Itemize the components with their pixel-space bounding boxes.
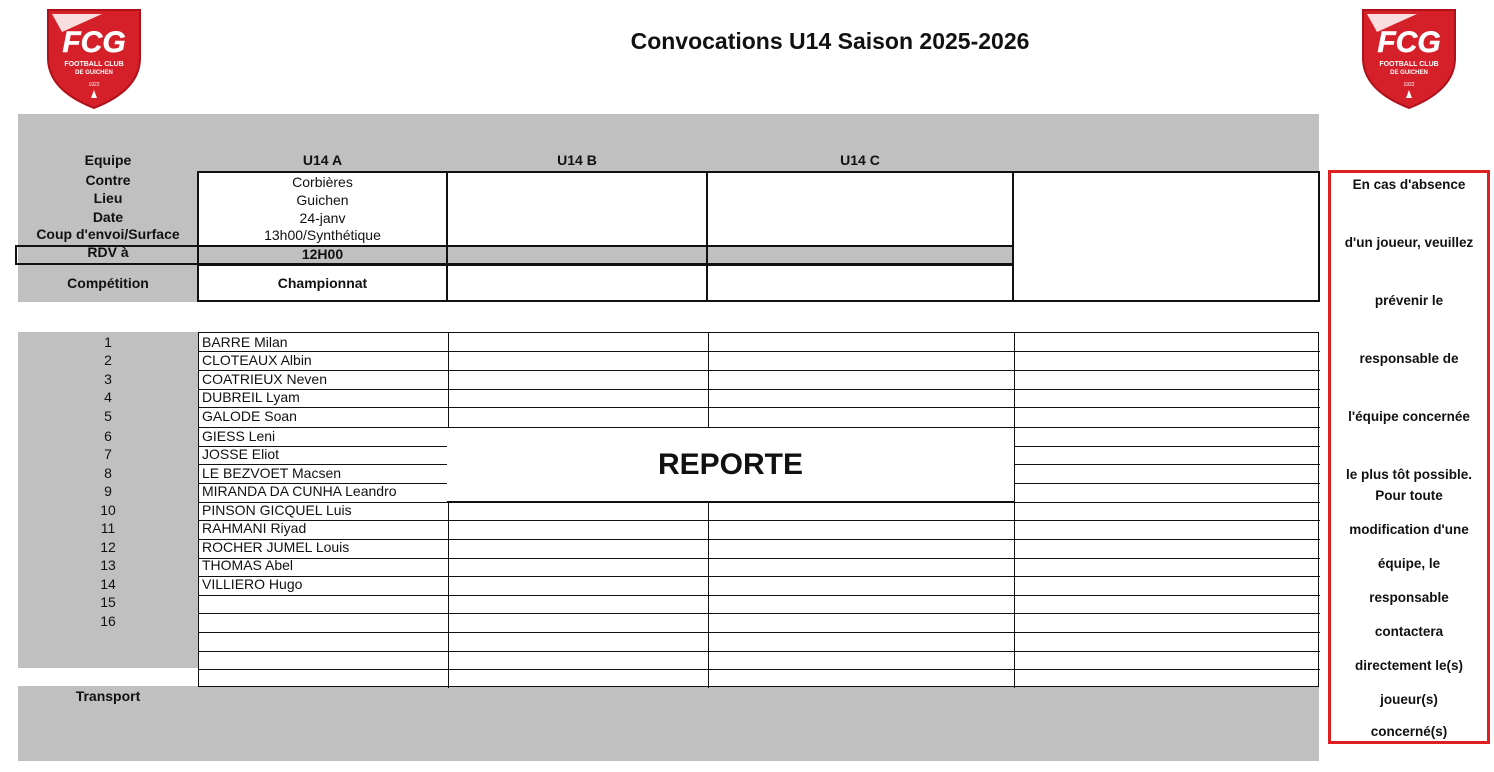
svg-text:FOOTBALL CLUB: FOOTBALL CLUB (64, 61, 124, 68)
player-name: THOMAS Abel (202, 557, 294, 573)
player-name: PINSON GICQUEL Luis (202, 502, 352, 518)
player-name: VILLIERO Hugo (202, 576, 303, 592)
svg-text:FOOTBALL CLUB: FOOTBALL CLUB (1379, 61, 1439, 68)
row-number: 13 (100, 557, 116, 573)
transport-gray-band (18, 686, 1319, 761)
row-number: 2 (104, 352, 112, 368)
player-name: CLOTEAUX Albin (202, 352, 312, 368)
notice-line: joueur(s) (1380, 692, 1438, 707)
row-number: 14 (100, 576, 116, 592)
notice-line: concerné(s) (1370, 724, 1448, 739)
u14a-rdv: 12H00 (199, 246, 446, 264)
row-number: 5 (104, 408, 112, 424)
svg-text:1922: 1922 (88, 82, 100, 88)
label-competition: Compétition (67, 275, 149, 291)
player-name: MIRANDA DA CUNHA Leandro (202, 483, 397, 499)
player-name: GIESS Leni (202, 428, 276, 444)
team-header-u14c: U14 C (840, 152, 880, 168)
player-name: GALODE Soan (202, 408, 297, 424)
row-number: 8 (104, 465, 112, 481)
notice-line: directement le(s) (1354, 658, 1464, 673)
team-header-u14b: U14 B (557, 152, 597, 168)
notice-line: responsable de (1359, 351, 1459, 366)
u14a-date: 24-janv (299, 210, 346, 226)
row-number: 3 (104, 371, 112, 387)
label-contre: Contre (85, 172, 131, 188)
notice-line: contactera (1374, 624, 1444, 639)
notice-line: modification d'une (1349, 522, 1469, 537)
notice-line: d'un joueur, veuillez (1344, 235, 1474, 250)
row-number: 7 (104, 446, 112, 462)
row-number: 10 (100, 502, 116, 518)
player-name: RAHMANI Riyad (202, 520, 307, 536)
team-header-u14a: U14 A (302, 152, 343, 168)
label-equipe: Equipe (84, 152, 132, 168)
info-box-u14a (197, 171, 448, 302)
label-coup-envoi: Coup d'envoi/Surface (36, 226, 180, 242)
notice-line: équipe, le (1377, 556, 1441, 571)
player-name: DUBREIL Lyam (202, 389, 300, 405)
player-name: JOSSE Eliot (202, 446, 280, 462)
reporte-cell: REPORTE (447, 427, 1014, 502)
page-title: Convocations U14 Saison 2025-2026 (630, 28, 1030, 54)
u14a-lieu: Guichen (296, 192, 349, 208)
club-logo-left (42, 6, 146, 110)
svg-text:DE GUICHEN: DE GUICHEN (75, 70, 113, 76)
notice-line: responsable (1369, 590, 1449, 605)
info-box-extra (1012, 171, 1320, 302)
svg-text:FCG: FCG (62, 26, 126, 59)
row-number: 6 (104, 428, 112, 444)
u14a-contre: Corbières (292, 174, 353, 190)
row-number: 11 (100, 520, 116, 536)
player-name: LE BEZVOET Macsen (202, 465, 342, 481)
label-transport: Transport (75, 688, 141, 704)
absence-notice (1328, 170, 1490, 744)
player-name: COATRIEUX Neven (202, 371, 327, 387)
u14a-competition: Championnat (277, 275, 368, 291)
label-date: Date (92, 209, 124, 225)
svg-text:1922: 1922 (1403, 82, 1415, 88)
row-number: 9 (104, 483, 112, 499)
notice-line: l'équipe concernée (1348, 409, 1470, 424)
notice-line: le plus tôt possible. (1345, 467, 1472, 482)
row-number: 15 (100, 594, 116, 610)
u14a-coup-envoi: 13h00/Synthétique (264, 227, 381, 243)
info-box-u14c (706, 171, 1014, 302)
notice-line: Pour toute (1375, 488, 1443, 503)
club-logo-right (1357, 6, 1461, 110)
row-number: 4 (104, 389, 112, 405)
competition-row-line (197, 264, 1014, 266)
player-name: ROCHER JUMEL Louis (202, 539, 350, 555)
svg-text:DE GUICHEN: DE GUICHEN (1390, 70, 1428, 76)
label-lieu: Lieu (93, 190, 123, 206)
rdv-row-outline (15, 245, 1014, 265)
info-box-u14b (446, 171, 708, 302)
row-number: 16 (100, 613, 116, 629)
player-name: BARRE Milan (202, 334, 288, 350)
notice-line: prévenir le (1374, 293, 1444, 308)
label-rdv: RDV à (87, 244, 129, 260)
svg-text:FCG: FCG (1377, 26, 1441, 59)
row-number: 12 (100, 539, 116, 555)
notice-line: En cas d'absence (1352, 177, 1466, 192)
row-number: 1 (104, 334, 112, 350)
